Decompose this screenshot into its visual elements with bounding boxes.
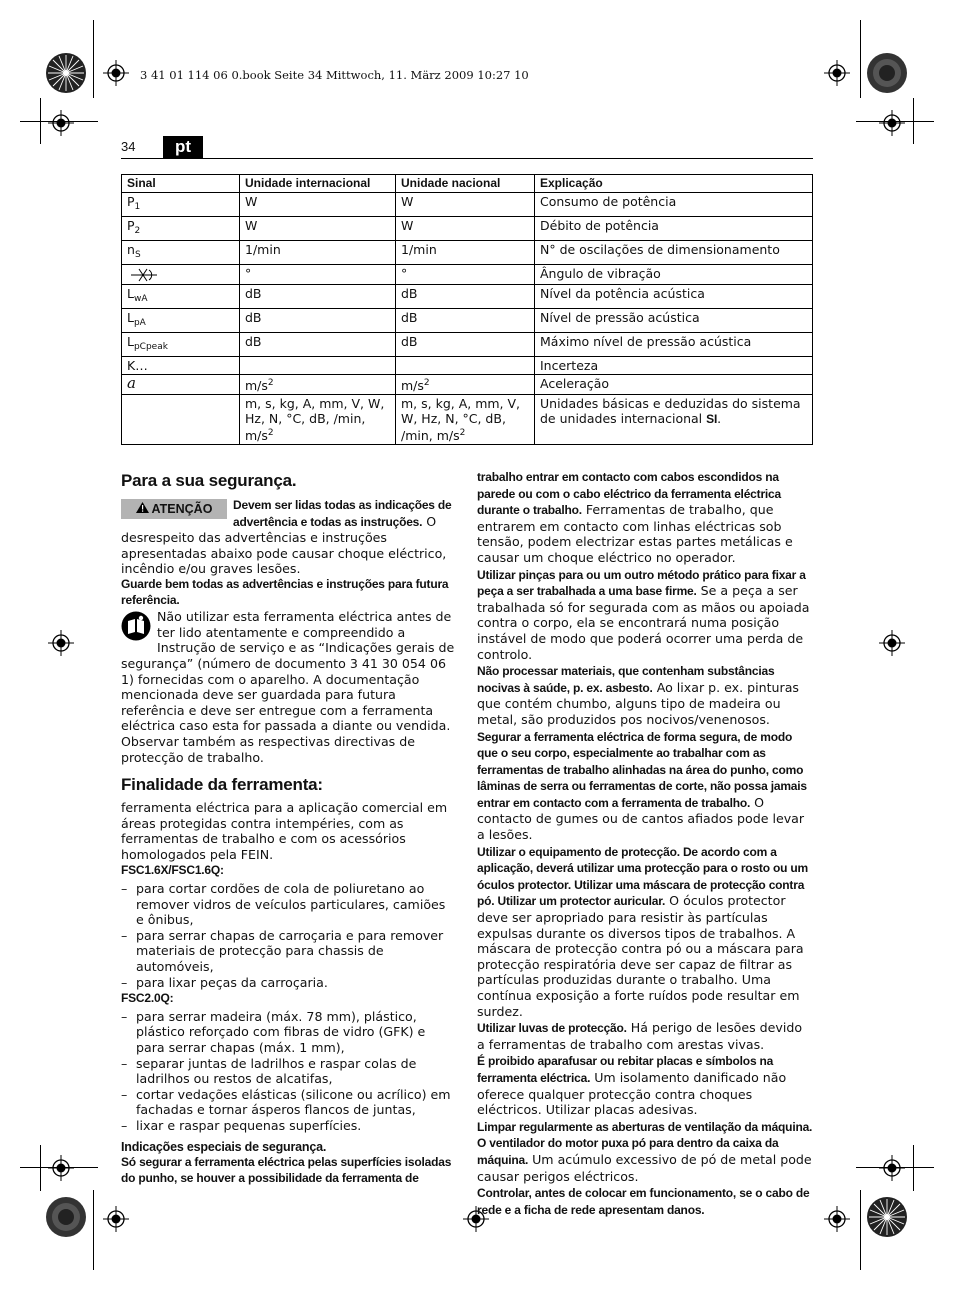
oscillation-angle-icon [129, 267, 159, 283]
paragraph-check-cable [477, 1185, 813, 1218]
warning-text: O desrespeito das advertências e instruções apresentadas abaixo pode causar choque eléctrico, incêndio e/ou graves lesões. [121, 513, 447, 577]
symbol: P [127, 194, 135, 209]
symbol-cell [122, 308, 240, 332]
unit-text: m, s, kg, A, mm, V, W, Hz, N, °C, dB, /min, m/s [401, 395, 521, 443]
crop-line [860, 1190, 861, 1270]
header-unidade-nacional: Unidade nacional [396, 175, 535, 193]
explanation-cell [535, 394, 813, 444]
intl-unit-cell: dB [240, 332, 396, 356]
symbol: L [127, 333, 134, 349]
paragraph-hold-securely [477, 729, 813, 843]
table-row [122, 394, 813, 444]
symbol-subscript: 1 [134, 202, 141, 212]
paragraph-no-riveting [477, 1053, 813, 1117]
paragraph-clamps [477, 567, 813, 663]
color-calibration-disc-icon [866, 52, 908, 94]
heading-safety: Para a sua segurança. [121, 471, 297, 490]
natl-unit-cell [396, 374, 535, 394]
natl-unit-cell [396, 356, 535, 374]
print-info: 3 41 01 114 06 0.book Seite 34 Mittwoch, 11. März 2009 10:27 10 [140, 68, 529, 82]
explanation-end: . [717, 410, 722, 426]
symbol: L [127, 309, 134, 325]
symbol-subscript: S [134, 250, 141, 260]
manual-paragraph [121, 609, 455, 734]
table-row [122, 284, 813, 308]
bold-text: Utilizar luvas de protecção. [477, 1021, 627, 1036]
body-text: Um isolamento danificado não oferece qualquer protecção contra choques eléctricos. Utilizar placas adesivas. [477, 1069, 787, 1118]
unit-text: m/s [401, 377, 424, 393]
body-text: O óculos protector deve ser apropriado para resistir às partículas expulsas durante os diversos tipos de trabalhos. A máscara de protecção contra pó ou a máscara para protecção respiratória deve ser capaz de filtrar as partículas produzidas durante o trabalho. Uma contínua exposição a forte ruídos pode resultar em surdez. [477, 893, 804, 1019]
intl-unit-cell: ° [240, 265, 396, 285]
intl-unit-cell: 1/min [240, 241, 396, 265]
list-item: – lixar e raspar pequenas superfícies. [121, 1118, 455, 1134]
symbol-cell [122, 193, 240, 217]
natl-unit-cell: W [396, 217, 535, 241]
application-list-1 [121, 881, 455, 990]
natl-unit-cell: dB [396, 308, 535, 332]
list-item: – para serrar chapas de carroçaria e para remover materiais de protecção para chassis de automóveis, [121, 928, 455, 975]
table-row [122, 217, 813, 241]
symbol-cell [122, 374, 240, 394]
header-unidade-internacional: Unidade internacional [240, 175, 396, 193]
bold-text: Limpar regularmente as aberturas de ventilação da máquina. O ventilador do motor puxa pó para dentro da caixa da máquina. [477, 1119, 813, 1167]
intl-unit-cell: W [240, 193, 396, 217]
natl-unit-cell: dB [396, 284, 535, 308]
warning-bold-text: Devem ser lidas todas as indicações de advertência e todas as instruções. [233, 498, 452, 529]
color-calibration-disc-icon [45, 52, 87, 94]
table-row [122, 193, 813, 217]
heading-purpose: Finalidade da ferramenta: [121, 775, 323, 795]
header-explicacao: Explicação [535, 175, 813, 193]
list-item: – separar juntas de ladrilhos e raspar colas de ladrilhos ou restos de alcatifas, [121, 1056, 455, 1087]
body-text: Ao lixar p. ex. pinturas que contém chumbo, alguns tipo de madeira ou metal, são produzidos pos nocivos/venenosos. [477, 679, 799, 727]
registration-mark-icon [879, 630, 905, 656]
registration-mark-icon [879, 1155, 905, 1181]
heading-special-safety: Indicações especiais de segurança. [121, 1139, 327, 1154]
body-text: Ferramentas de trabalho, que entrarem em contacto com linhas eléctricas sob tensão, podem electrizar estas partes metálicas e causar um choque eléctrico no operador. [477, 502, 793, 565]
symbol-cell [122, 394, 240, 444]
natl-unit-cell: ° [396, 265, 535, 285]
bold-text: Segurar a ferramenta eléctrica de forma segura, de modo que o seu corpo, especialmente ao trabalhar com as ferramentas de trabalho alinhadas na área do punho, como lâminas de serra ou ferramentas de corte, não possa jamais entrar em contacto com a ferramenta de trabalho. [477, 729, 807, 810]
registration-mark-icon [48, 630, 74, 656]
body-text: Se a peça a ser trabalhada só for segurada com as mãos ou apoiada contra o corpo, ela se encontrará numa posição instável de modo que poderá ocorrer uma perda de controlo. [477, 583, 810, 662]
symbol: P [127, 218, 135, 233]
intl-unit-cell [240, 374, 396, 394]
registration-mark-icon [824, 1206, 850, 1232]
symbol-subscript: pCpeak [133, 341, 168, 352]
bold-text: Controlar, antes de colocar em funcionamento, se o cabo de rede e a ficha de rede apresentam danos. [477, 1186, 810, 1217]
purpose-paragraph: ferramenta eléctrica para a aplicação comercial em áreas protegidas contra intempéries, com as ferramentas de trabalho e com os acessórios homologados pela FEIN. [121, 800, 448, 862]
paragraph-protective-equipment [477, 844, 813, 1020]
model-label-1: FSC1.6X/FSC1.6Q: [121, 863, 224, 878]
paragraph-hidden-cables [477, 469, 813, 566]
explanation-cell: Máximo nível de pressão acústica [535, 332, 813, 356]
table-row [122, 265, 813, 285]
unit-superscript: 2 [459, 427, 466, 438]
manual-text: Não utilizar esta ferramenta eléctrica antes de ter lido atentamente e compreendido a Instrução de serviço e as “Indicações gerais de segurança” (número de documento 3 41 30 054 06 1) fornecidas com o aparelho. A documentação mencionada deve ser guardada para futura referência e deve ser entregue com a ferramenta eléctrica caso esta for passada a diante ou vendida. [121, 609, 455, 734]
special-safety-bold: Só segurar a ferramenta eléctrica pelas superfícies isoladas do punho, se houver a possibilidade da ferramenta de [121, 1155, 452, 1185]
warning-triangle-icon [136, 502, 149, 513]
crop-line [913, 1145, 914, 1191]
symbol: L [127, 285, 134, 301]
intl-unit-cell [240, 356, 396, 374]
warning-paragraph [121, 497, 455, 577]
unit-text: m, s, kg, A, mm, V, W, Hz, N, °C, dB, /min, m/s [245, 395, 385, 443]
intl-unit-cell [240, 394, 396, 444]
read-manual-icon [121, 611, 151, 641]
language-badge: pt [163, 136, 203, 158]
paragraph-harmful-materials [477, 663, 813, 727]
natl-unit-cell [396, 394, 535, 444]
bold-text: É proibido aparafusar ou rebitar placas e símbolos na ferramenta eléctrica. [477, 1054, 774, 1085]
body-text: O contacto de gumes ou de cantos afiados pode levar a lesões. [477, 794, 805, 843]
si-abbrev: SI [706, 411, 718, 426]
table-row [122, 356, 813, 374]
bold-text: Utilizar o equipamento de protecção. De acordo com a aplicação, deverá utilizar uma protecção para o rosto ou um óculos protector. Utilizar uma máscara de protecção contra pó. Utilizar um protector auricular. [477, 844, 808, 909]
crop-line [913, 98, 914, 144]
symbol-cell [122, 241, 240, 265]
explanation-text: Unidades básicas e deduzidas do sistema de unidades internacional [540, 395, 801, 426]
crop-line [40, 1145, 41, 1191]
registration-mark-icon [48, 110, 74, 136]
page-number: 34 [121, 139, 136, 154]
bold-text: trabalho entrar em contacto com cabos escondidos na parede ou com o cabo eléctrico da ferramenta eléctrica durante o trabalho. [477, 470, 781, 518]
symbol-cell [122, 265, 240, 285]
natl-unit-cell: dB [396, 332, 535, 356]
explanation-cell: Ângulo de vibração [535, 265, 813, 285]
natl-unit-cell: W [396, 193, 535, 217]
observe-paragraph: Observar também as respectivas directivas de protecção de trabalho. [121, 733, 415, 765]
list-item: – cortar vedações elásticas (silicone ou acrílico) em fachadas e tornar ásperos flancos de juntas, [121, 1087, 455, 1118]
warning-label-text: ATENÇÃO [151, 502, 213, 516]
crop-line [93, 1190, 94, 1270]
warning-label [121, 499, 227, 519]
natl-unit-cell: 1/min [396, 241, 535, 265]
model-label-2: FSC2.0Q: [121, 991, 174, 1006]
symbol-cell: K… [122, 356, 240, 374]
unit-superscript: 2 [423, 377, 430, 388]
paragraph-gloves [477, 1020, 813, 1052]
symbol: a [127, 373, 136, 392]
intl-unit-cell: dB [240, 308, 396, 332]
table-row [122, 374, 813, 394]
header-sinal: Sinal [122, 175, 240, 193]
registration-mark-icon [103, 1206, 129, 1232]
paragraph-ventilation [477, 1119, 813, 1184]
table-row [122, 241, 813, 265]
list-item: – para serrar madeira (máx. 78 mm), plástico, plástico reforçado com fibras de vidro (GFK) e para serrar chapas (máx. 1 mm), [121, 1009, 455, 1056]
application-list-2 [121, 1009, 455, 1134]
explanation-cell: Nível da potência acústica [535, 284, 813, 308]
intl-unit-cell: W [240, 217, 396, 241]
unit-superscript: 2 [267, 377, 274, 388]
explanation-cell: Débito de potência [535, 217, 813, 241]
table-row [122, 332, 813, 356]
explanation-cell: Consumo de potência [535, 193, 813, 217]
bold-text: Utilizar pinças para ou um outro método prático para fixar a peça a ser trabalhada a uma base firme. [477, 567, 806, 599]
registration-mark-icon [879, 110, 905, 136]
body-text: Há perigo de lesões devido a ferramentas de trabalho com arestas vivas. [477, 1020, 803, 1052]
keep-instructions: Guarde bem todas as advertências e instruções para futura referência. [121, 576, 449, 607]
bold-text: Não processar materiais, que contenham substâncias nocivas à saúde, p. ex. asbesto. [477, 664, 775, 695]
list-item: – para cortar cordões de cola de poliuretano ao remover vidros de veículos particulares, camiões e ônibus, [121, 881, 455, 928]
explanation-cell: Nível de pressão acústica [535, 308, 813, 332]
registration-mark-icon [824, 60, 850, 86]
symbol-cell [122, 284, 240, 308]
symbol: n [127, 242, 135, 257]
symbol-subscript: wA [133, 293, 148, 304]
list-item: – para lixar peças da carroçaria. [121, 975, 455, 991]
symbol-subscript: pA [133, 317, 146, 328]
table-row [122, 308, 813, 332]
intl-unit-cell: dB [240, 284, 396, 308]
explanation-cell: Incerteza [535, 356, 813, 374]
right-column [477, 469, 813, 1218]
symbols-table [121, 174, 813, 445]
crop-line [40, 98, 41, 144]
explanation-cell: N° de oscilações de dimensionamento [535, 241, 813, 265]
registration-mark-icon [103, 60, 129, 86]
crop-line [860, 20, 861, 98]
unit-superscript: 2 [267, 427, 274, 438]
symbol-cell [122, 217, 240, 241]
crop-line [93, 20, 94, 98]
symbol-subscript: 2 [134, 226, 141, 236]
header-rule [121, 158, 813, 159]
color-calibration-disc-icon [866, 1196, 908, 1238]
color-calibration-disc-icon [45, 1196, 87, 1238]
table-header-row [122, 175, 813, 193]
left-column [121, 471, 455, 1186]
body-text: Um acúmulo excessivo de pó de metal pode causar perigos eléctricos. [477, 1151, 812, 1184]
unit-text: m/s [245, 377, 268, 393]
explanation-cell: Aceleração [535, 374, 813, 394]
symbol-cell [122, 332, 240, 356]
registration-mark-icon [48, 1155, 74, 1181]
